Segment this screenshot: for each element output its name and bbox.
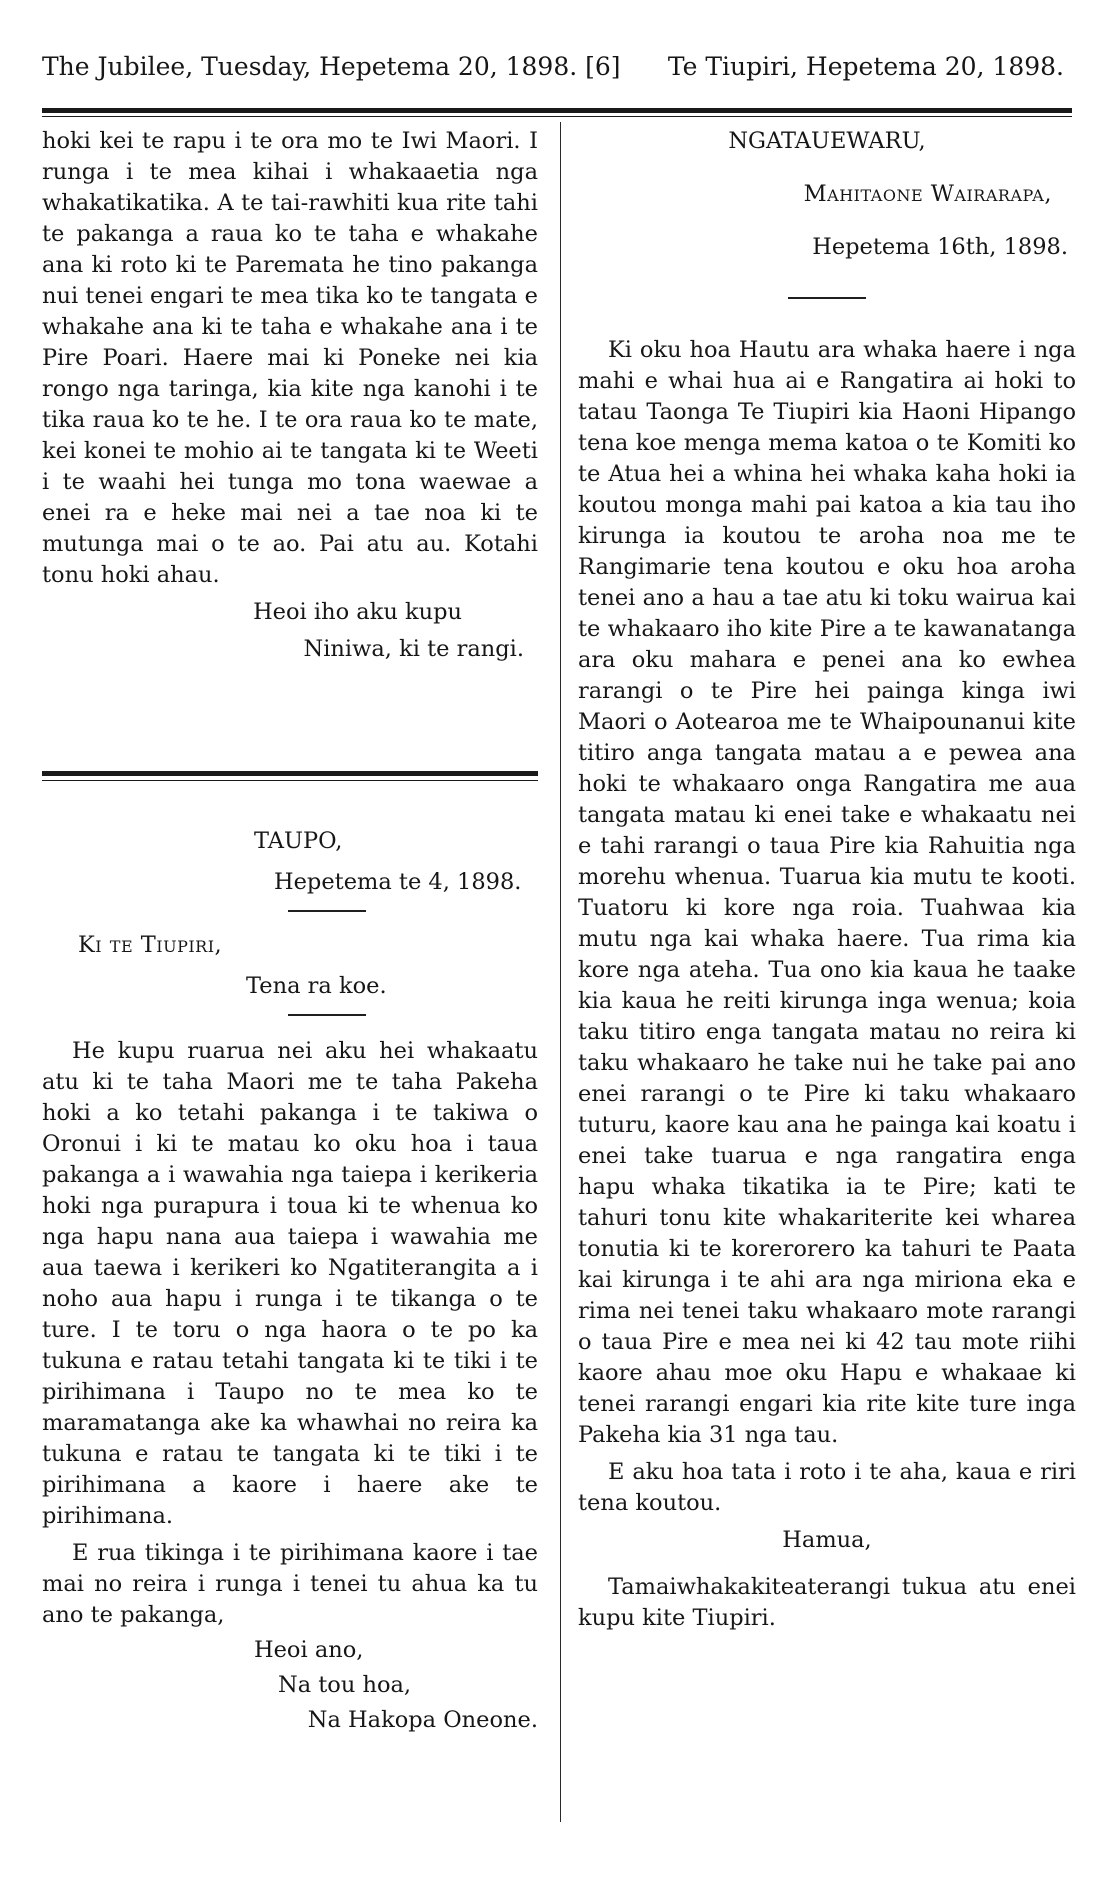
letter-3-divider xyxy=(788,297,866,299)
letter-2 xyxy=(42,826,538,1736)
letter-3-signature: Tamaiwhakakiteaterangi tukua atu enei kupu kite Tiupiri. xyxy=(578,1574,1076,1631)
header-rule-thick xyxy=(42,108,1072,113)
header-right: Te Tiupiri, Hepetema 20, 1898. xyxy=(667,52,1064,81)
letter-2-date: Hepetema te 4, 1898. xyxy=(274,869,522,895)
letter-2-paragraph-1: He kupu ruarua nei aku hei whakaatu atu ki te taha Maori me te taha Pakeha hoki a ko tetahi pakanga i te takiwa o Oronui i ki te matau ko oku hoa i taua pakanga a i wawahia nga taiepa i kerikeria hoki nga purapura i toua ki te whenua ko nga hapu nana aua taiepa i wawahia me aua taewa i kerikeri ko Ngatiterangita a i noho aua hapu i runga i te tikanga o te ture. I te toru o nga haora o te po ka tukuna e ratau tetahi tangata ki te tiki i te pirihimana i Taupo no te mea ko te maramatanga ake ka whawhai no reira ka tukuna e ratau te tangata ki te tiki i te pirihimana a kaore i haere ake te pirihimana. xyxy=(42,1038,538,1529)
letter-1-body: hoki kei te rapu i te ora mo te Iwi Maori. I runga i te mea kihai i whakaaetia nga whakatikatika. A te tai-rawhiti kua rite tahi te pakanga a raua ko te taha e whakahe ana ki roto ki te Paremata he tino pakanga nui tenei engari te mea tika ko te tangata e whakahe ana ki te taha e whakahe ana i te Pire Poari. Haere mai ki Poneke nei kia rongo nga taringa, kia kite nga kanohi i te tika raua ko te he. I te ora raua ko te mate, kei konei te mohio ai te tangata ki te Weeti i te waahi hei tunga mo tona waewae a enei ra e heke mai nei a tae noa ki te mutunga mai o te ao. Pai atu au. Kotahi tonu hoki ahau. xyxy=(42,128,538,588)
letter-2-addressee: Ki te Tiupiri, xyxy=(78,932,223,958)
letter-2-closing-2: Na tou hoa, xyxy=(278,1672,412,1698)
header-left: The Jubilee, Tuesday, Hepetema 20, 1898. [6] xyxy=(42,52,621,81)
letter-2-closing-1: Heoi ano, xyxy=(254,1637,364,1663)
letter-2-signature: Na Hakopa Oneone. xyxy=(307,1707,538,1733)
letter-3-paragraph-2: E aku hoa tata i roto i te aha, kaua e riri tena koutou. xyxy=(578,1459,1076,1516)
letter-3-date: Hepetema 16th, 1898. xyxy=(812,234,1068,260)
letter-3-paragraph-1: Ki oku hoa Hautu ara whaka haere i nga mahi e whai hua ai e Rangatira ai hoki to tatau Taonga Te Tiupiri kia Haoni Hipango tena koe menga mema katoa o te Komiti ko te Atua hei a whina hei whaka kaha hoki ia koutou monga mahi pai katoa a kia tau iho kirunga ia koutou te aroha noa me te Rangimarie tena koutou e oku hoa aroha tenei ano a hau a tae atu ki toku wairua kai te whakaaro iho kite Pire a te kawanatanga ara oku mahara e penei ana ko ewhea rarangi o te Pire hei painga kinga iwi Maori o Aotearoa me te Whaipounanui kite titiro anga tangata matau a e pewea ana hoki te whakaaro onga Rangatira me aua tangata matau ki enei take e whakaatu nei e tahi rarangi o taua Pire kia Rahuitia nga morehu whenua. Tuarua kia mutu te kooti. Tuatoru ki kore nga roia. Tuahwaa kia mutu nga kai whaka haere. Tua rima kia kore nga ateha. Tua ono kia kaua he taake kia kaua he reiti kirunga inga wenua; koia taku titiro enga tangata matau no reira ki taku whakaaro he take nui he take pai ano enei rarangi o te Pire ki taku whakaaro tuturu, kaore kau ana he painga kai koatu i enei take tuarua e nga rangatira enga hapu whaka tikatika ia te Pire; kati te tahuri tonu kite whakariterite kei wharea tonutia ki te korerorero ka tahuri te Paata kai kirunga i te ahi ara nga miriona eka e rima nei tenei taku whakaaro mote rarangi o taua Pire e mea nei ki 42 tau mote riihi kaore ahau moe oku Hapu e whakaae ki tenei rarangi engari kia rite kite ture inga Pakeha kia 31 nga tau. xyxy=(578,337,1076,1448)
letter-3-district: Mahitaone Wairarapa, xyxy=(803,181,1052,207)
letter-2-paragraph-2: E rua tikinga i te pirihimana kaore i tae mai no reira i runga i tenei tu ahua ka tu ano te pakanga, xyxy=(42,1540,538,1628)
page-header xyxy=(42,52,1072,92)
letter-2-place: TAUPO, xyxy=(254,828,343,854)
letter-2-greeting: Tena ra koe. xyxy=(246,973,387,999)
section-rule-thin xyxy=(42,780,538,781)
letter-2-divider-1 xyxy=(288,910,366,912)
letter-3-place: NGATAUEWARU, xyxy=(728,128,926,154)
letter-1-signature: Niniwa, ki te rangi. xyxy=(303,636,524,662)
column-divider xyxy=(560,122,561,1822)
letter-2-divider-2 xyxy=(288,1014,366,1016)
letter-3-closing: Hamua, xyxy=(782,1527,872,1553)
header-rule-thin xyxy=(42,116,1072,117)
letter-1-closing: Heoi iho aku kupu xyxy=(253,599,462,625)
letter-1 xyxy=(42,126,538,665)
letter-3 xyxy=(578,126,1076,1634)
section-rule-thick xyxy=(42,771,538,776)
